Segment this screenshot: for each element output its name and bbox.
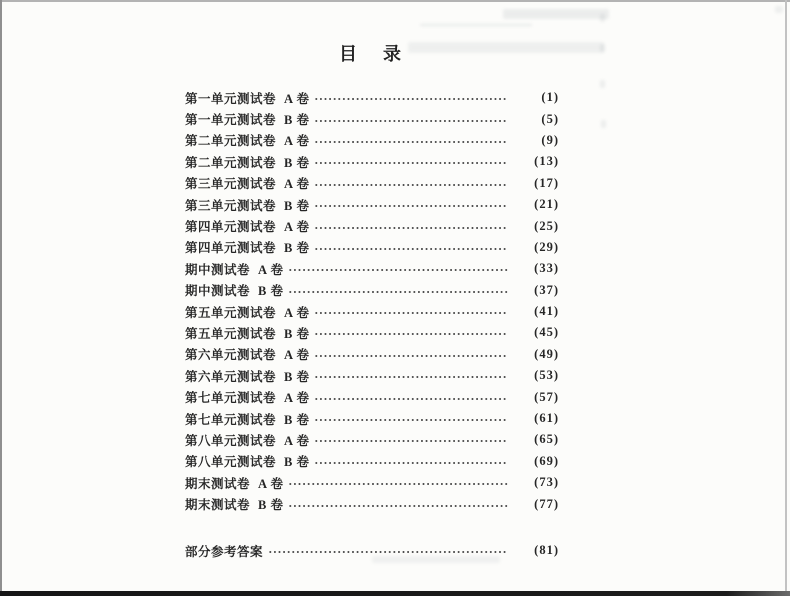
- toc-entry-title: 第四单元测试卷: [185, 220, 277, 235]
- toc-entry-title: 第六单元测试卷: [185, 348, 277, 363]
- toc-page-number: (1): [541, 90, 559, 105]
- dotted-leader: [288, 287, 508, 297]
- toc-entry-title: 第二单元测试卷: [185, 134, 277, 149]
- dotted-leader: [314, 201, 508, 211]
- toc-page-number: (53): [534, 368, 559, 383]
- toc-row: [185, 173, 559, 194]
- toc-volume-label: B 卷: [284, 412, 310, 427]
- toc-entry-title: 第七单元测试卷: [185, 391, 277, 406]
- toc-page-number: (77): [534, 496, 559, 511]
- toc-page-number: (37): [534, 282, 559, 297]
- toc-row: [185, 258, 559, 279]
- toc-volume-label: A 卷: [284, 134, 310, 149]
- toc-entry-title: 第五单元测试卷: [185, 305, 277, 320]
- toc-volume-label: B 卷: [258, 284, 284, 299]
- page-bottom-edge: [0, 591, 790, 596]
- bleed-through-artifact: [600, 80, 605, 88]
- toc-row: [185, 130, 559, 151]
- toc-row: [185, 280, 559, 301]
- bleed-through-artifact: [420, 24, 532, 26]
- toc-volume-label: A 卷: [284, 220, 310, 235]
- dotted-leader: [314, 415, 508, 425]
- toc-page-number: (49): [534, 346, 559, 361]
- toc-row: [185, 429, 559, 450]
- toc-row: [185, 408, 559, 429]
- page-right-edge: [785, 0, 787, 596]
- toc-entry-title: 期末测试卷: [185, 476, 251, 491]
- toc-row: [185, 451, 559, 472]
- toc-row: [185, 237, 559, 258]
- toc-row: [185, 87, 559, 108]
- toc-volume-label: A 卷: [284, 433, 310, 448]
- toc-entry-title: 第八单元测试卷: [185, 433, 277, 448]
- toc-volume-label: A 卷: [258, 476, 284, 491]
- toc-entry-title: 期末测试卷: [185, 498, 251, 513]
- dotted-leader: [288, 501, 508, 511]
- toc-volume-label: B 卷: [284, 455, 310, 470]
- dotted-leader: [314, 394, 508, 404]
- toc-volume-label: B 卷: [284, 198, 310, 213]
- page-left-edge: [0, 0, 2, 596]
- answers-row: [185, 540, 559, 561]
- toc-page-number: (5): [541, 111, 559, 126]
- toc-page-number: (73): [534, 475, 559, 490]
- toc-page-number: (29): [534, 239, 559, 254]
- dotted-leader: [314, 223, 508, 233]
- toc-row: [185, 365, 559, 386]
- toc-row: [185, 301, 559, 322]
- toc-page-number: (17): [534, 175, 559, 190]
- toc-entry-title: 第二单元测试卷: [185, 155, 277, 170]
- toc-volume-label: B 卷: [284, 326, 310, 341]
- bleed-through-artifact: [601, 120, 606, 128]
- toc-volume-label: B 卷: [284, 241, 310, 256]
- toc-page-number: (81): [534, 543, 559, 557]
- bleed-through-artifact: [503, 9, 609, 19]
- toc-list: [185, 87, 559, 561]
- dotted-leader: [314, 137, 508, 147]
- toc-volume-label: B 卷: [284, 369, 310, 384]
- dotted-leader: [314, 329, 508, 339]
- toc-page-number: (33): [534, 261, 559, 276]
- toc-page-number: (57): [534, 389, 559, 404]
- toc-volume-label: A 卷: [284, 91, 310, 106]
- toc-entry-title: 第六单元测试卷: [185, 369, 277, 384]
- dotted-leader: [314, 180, 508, 190]
- toc-volume-label: A 卷: [284, 305, 310, 320]
- toc-volume-label: A 卷: [284, 391, 310, 406]
- toc-volume-label: B 卷: [258, 498, 284, 513]
- toc-entry-title: 期中测试卷: [185, 262, 251, 277]
- toc-row: [185, 472, 559, 493]
- toc-row: [185, 386, 559, 407]
- toc-volume-label: B 卷: [284, 113, 310, 128]
- dotted-leader: [314, 244, 508, 254]
- bleed-through-artifact: [775, 6, 783, 13]
- toc-page-number: (9): [541, 132, 559, 147]
- toc-entry-title: 第三单元测试卷: [185, 198, 277, 213]
- toc-row: [185, 151, 559, 172]
- dotted-leader: [288, 265, 508, 275]
- toc-row: [185, 194, 559, 215]
- page-top-edge: [0, 0, 790, 2]
- dotted-leader: [314, 116, 508, 126]
- toc-entry-title: 期中测试卷: [185, 284, 251, 299]
- toc-entry-title: 第四单元测试卷: [185, 241, 277, 256]
- toc-row: [185, 493, 559, 514]
- toc-page-number: (13): [534, 154, 559, 169]
- bleed-through-artifact: [600, 14, 605, 22]
- page-title: 目 录: [339, 44, 405, 64]
- dotted-leader: [314, 94, 508, 104]
- dotted-leader: [314, 458, 508, 468]
- toc-entry-title: 第一单元测试卷: [185, 113, 277, 128]
- toc-entry-title: 第五单元测试卷: [185, 326, 277, 341]
- dotted-leader: [314, 351, 508, 361]
- toc-volume-label: A 卷: [284, 177, 310, 192]
- toc-row: [185, 344, 559, 365]
- dotted-leader: [314, 372, 508, 382]
- toc-entry-title: 部分参考答案: [185, 544, 264, 559]
- toc-page-number: (61): [534, 411, 559, 426]
- bleed-through-artifact: [600, 44, 605, 52]
- toc-volume-label: A 卷: [284, 348, 310, 363]
- toc-page-number: (25): [534, 218, 559, 233]
- toc-entry-title: 第三单元测试卷: [185, 177, 277, 192]
- toc-row: [185, 108, 559, 129]
- toc-page-number: (41): [534, 304, 559, 319]
- toc-page-number: (69): [534, 453, 559, 468]
- toc-volume-label: B 卷: [284, 155, 310, 170]
- toc-entry-title: 第八单元测试卷: [185, 455, 277, 470]
- toc-entry-title: 第七单元测试卷: [185, 412, 277, 427]
- dotted-leader: [314, 308, 508, 318]
- toc-page-number: (65): [534, 432, 559, 447]
- dotted-leader: [314, 158, 508, 168]
- toc-page-number: (21): [534, 197, 559, 212]
- toc-row: [185, 215, 559, 236]
- toc-volume-label: A 卷: [258, 262, 284, 277]
- toc-row: [185, 322, 559, 343]
- dotted-leader: [268, 547, 508, 557]
- toc-page-number: (45): [534, 325, 559, 340]
- toc-entry-title: 第一单元测试卷: [185, 91, 277, 106]
- dotted-leader: [314, 436, 508, 446]
- dotted-leader: [288, 479, 508, 489]
